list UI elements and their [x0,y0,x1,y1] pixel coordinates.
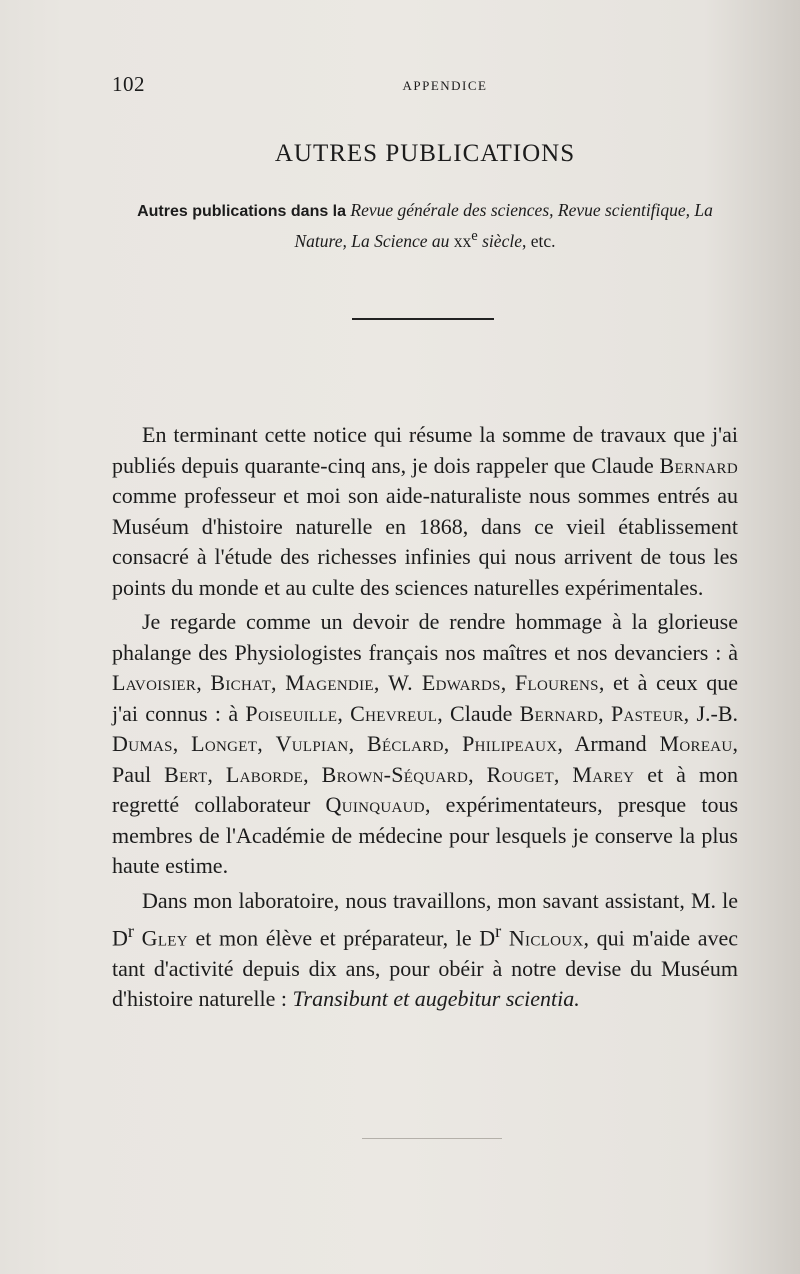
p2-sep: , [500,670,515,695]
p3-text-b: et mon élève et préparateur, le D [187,925,496,951]
paragraph-2 [112,607,738,882]
page-number: 102 [112,72,145,96]
p2-sep: , expérimentateurs, presque tous membres de l'Académie de médecine pour lesquels je conserve la plus haute estime. [112,792,738,878]
p2-sep: , J.-B. [683,700,739,726]
p2-name: Rouget [486,761,554,787]
p2-sep: , et à ceux que j'ai connus : à [112,670,739,726]
p2-sep: , [348,731,367,756]
p2-name: Marey [572,761,635,787]
p2-sep: , [196,670,211,695]
p2-name: Bichat [210,670,272,695]
p2-name: Bert [164,761,208,787]
p2-text: Je regarde comme un devoir de rendre hommage à la glorieuse phalange des Physiologistes français nos maîtres et nos devanciers : à [112,609,738,665]
p1-text-a: En terminant cette notice qui résume la somme de travaux que j'ai publiés depuis quarante-cinq ans, je dois rappeler que Claude [112,422,738,478]
p2-sep: , [207,761,226,787]
p2-sep: , Armand [557,731,660,756]
p1-name: Bernard [659,452,738,478]
p2-sep: , [553,761,573,787]
p2-sep: , [172,731,192,756]
subtitle-century: xx [453,230,472,251]
running-head: APPENDICE [402,78,488,93]
p2-name: Brown-Séquard [321,761,469,787]
section-divider [352,318,494,320]
p1-text-b: comme professeur et moi son aide-naturaliste nous sommes entrés au Muséum d'histoire naturelle en 1868, dans ce vieil établissement consacré à l'étude des richesses infinies qui nous arrivent de tous les points du monde et au culte des sciences naturelles expérimentales. [112,483,738,600]
p2-name: Béclard [366,731,444,756]
paragraph-3 [112,886,738,1015]
p2-sep: , [337,700,351,726]
body-text [112,420,738,1015]
p2-name: Poiseuille [245,700,338,726]
p3-motto: Transibunt et augebitur scientia. [292,986,580,1012]
p2-name: W. Edwards [388,670,501,695]
p2-sep: , Paul [112,731,739,787]
p2-name: Magendie [285,670,374,695]
p3-text-a: Dans mon laboratoire, nous travaillons, mon savant assistant, M. le D [112,887,738,951]
p2-name: Laborde [225,761,304,787]
section-title: AUTRES PUBLICATIONS [274,140,576,167]
subtitle-etc: , etc. [521,230,556,251]
p3-text-c: , qui m'aide avec tant d'activité depuis dix ans, pour obéir à notre devise du Muséum d'histoire naturelle : [112,925,739,1012]
p2-name: Moreau [659,731,733,756]
p2-name: Chevreul [350,700,438,726]
p2-sep: , [598,700,611,726]
bottom-divider [362,1138,502,1139]
p2-name: Longet [191,731,258,756]
p2-sep: , [468,761,487,787]
subtitle-siecle: siècle [482,230,522,251]
p2-name: Dumas [112,731,173,756]
paragraph-1 [112,420,738,603]
p2-sep: , [271,670,286,695]
p2-name: Pasteur [610,700,684,726]
section-subtitle [130,198,720,254]
p3-name: Nicloux [508,925,584,951]
p2-name: Philipeaux [462,731,558,756]
p2-name: Lavoisier [112,670,197,695]
p2-sep: et à mon regretté collaborateur [112,761,739,817]
p2-sep: , [443,731,463,756]
p2-sep: , [373,670,389,695]
subtitle-journals: Revue générale des sciences, Revue scientifique, La Nature, La Science au [294,200,713,251]
p2-sep: , [303,761,322,787]
p2-sep: , [257,731,276,756]
p3-name: Gley [141,925,188,951]
p2-name: Quinquaud [325,792,425,817]
p2-name: Flourens [515,670,599,695]
p2-sep: , Claude [437,700,520,726]
p3-sup: r [127,921,134,941]
page-header [112,72,738,102]
subtitle-lead: Autres publications dans la [137,203,347,220]
p2-name: Bernard [519,700,599,726]
p3-sup: r [495,921,502,941]
p2-name: Vulpian [275,731,349,756]
subtitle-century-sup: e [471,228,478,244]
